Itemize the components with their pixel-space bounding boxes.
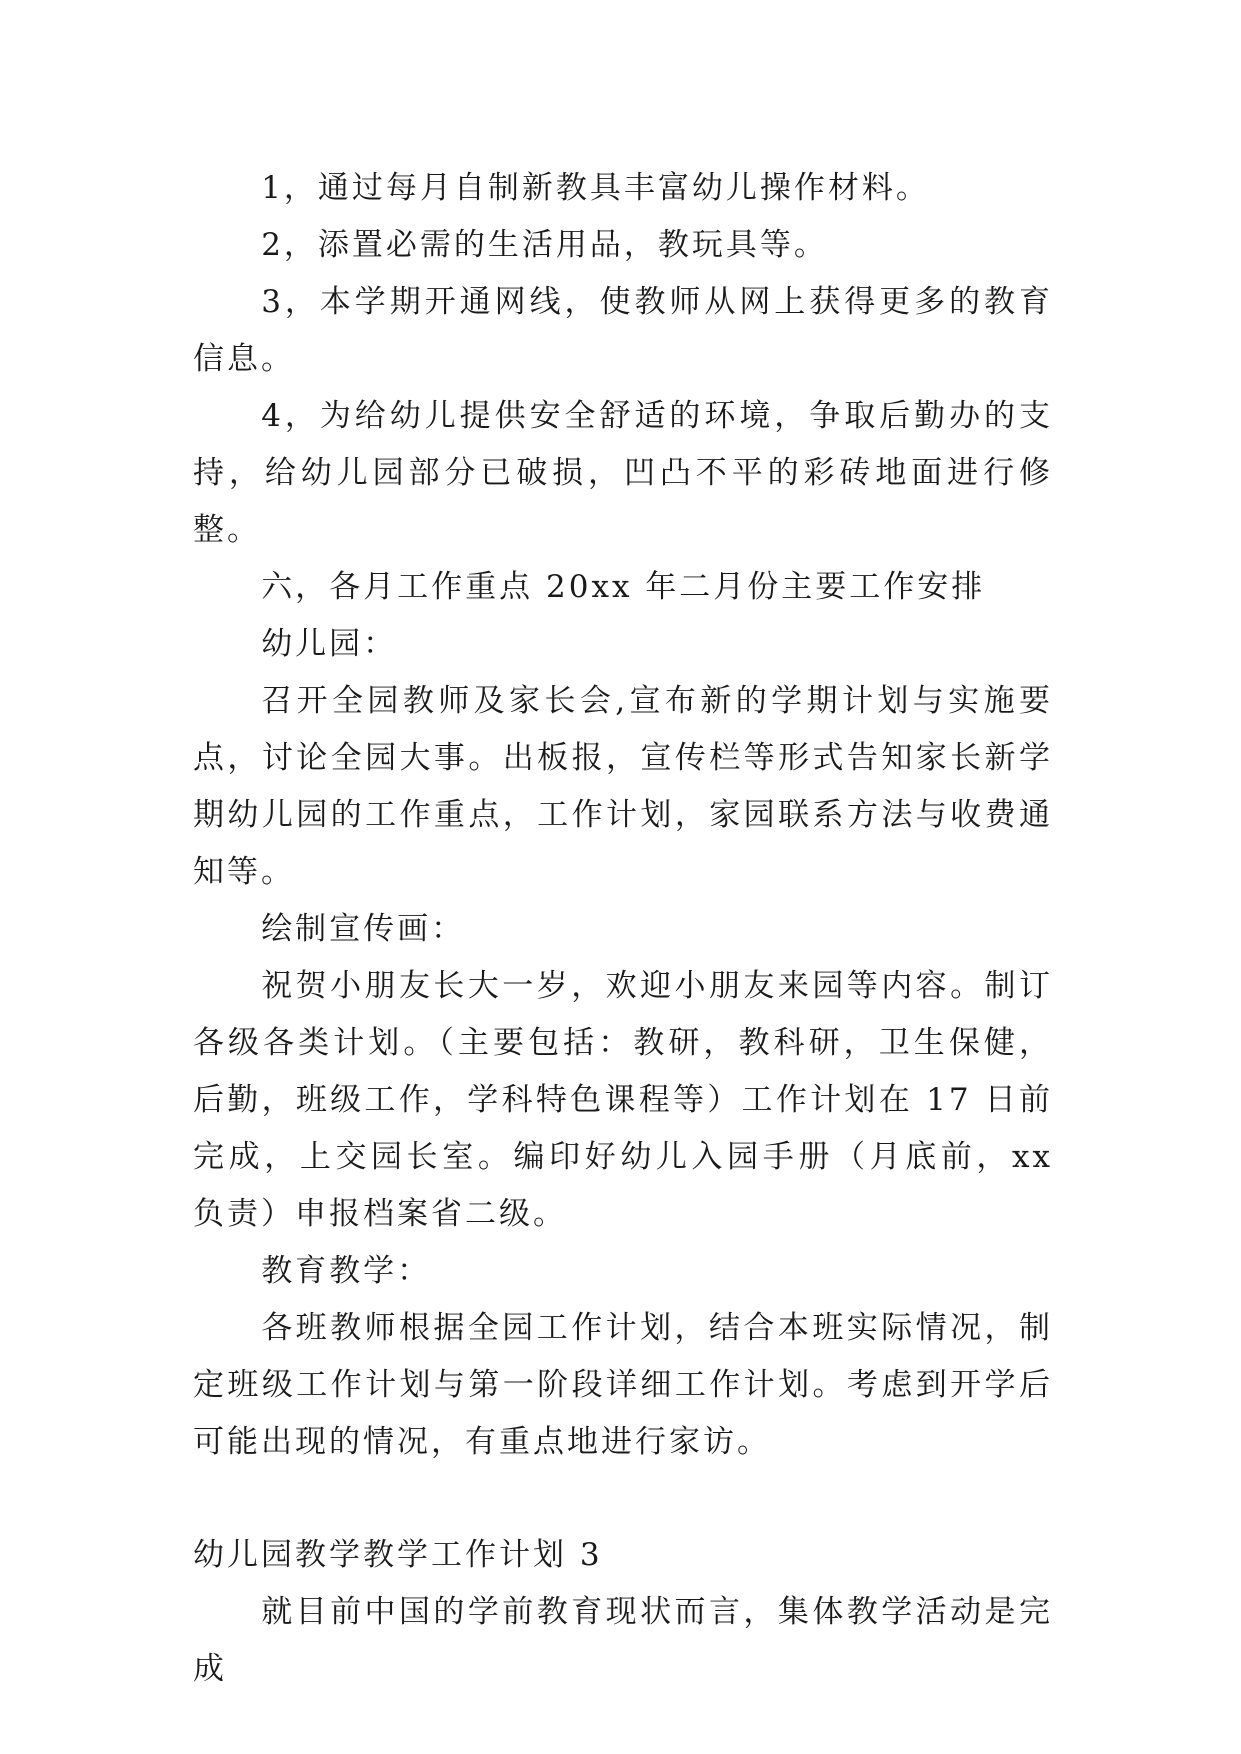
paragraph-item-1: 1，通过每月自制新教具丰富幼儿操作材料。: [261, 170, 930, 206]
section-heading: 幼儿园教学教学工作计划 3: [193, 1537, 603, 1573]
paragraph-class-plans: 各班教师根据全园工作计划，结合本班实际情况，制定班级工作计划与第一阶段详细工作计划。考虑到开学后可能出现的情况，有重点地进行家访。: [193, 1310, 1053, 1460]
document-body: [193, 160, 1053, 1698]
paragraph-item-2: 2，添置必需的生活用品，教玩具等。: [261, 227, 828, 263]
paragraph-item-4: 4，为给幼儿提供安全舒适的环境，争取后勤办的支持，给幼儿园部分已破损，凹凸不平的彩砖地面进行修整。: [193, 398, 1053, 548]
paragraph-plans: 祝贺小朋友长大一岁，欢迎小朋友来园等内容。制订各级各类计划。（主要包括：教研，教科研，卫生保健，后勤，班级工作，学科特色课程等）工作计划在 17 日前完成，上交园长室。编印好幼儿入园手册（月底前，xx 负责）申报档案省二级。: [193, 968, 1053, 1232]
paragraph-intro: 就目前中国的学前教育现状而言，集体教学活动是完成: [193, 1594, 1053, 1687]
label-kindergarten: 幼儿园：: [261, 626, 398, 662]
paragraph-item-3: 3，本学期开通网线，使教师从网上获得更多的教育信息。: [193, 284, 1053, 377]
label-education-teaching: 教育教学：: [261, 1253, 432, 1289]
label-poster-drawing: 绘制宣传画：: [261, 911, 466, 947]
section-six-title: 六，各月工作重点 20xx 年二月份主要工作安排: [261, 569, 986, 605]
paragraph-kindergarten-meeting: 召开全园教师及家长会,宣布新的学期计划与实施要点，讨论全园大事。出板报，宣传栏等形式告知家长新学期幼儿园的工作重点，工作计划，家园联系方法与收费通知等。: [193, 683, 1053, 890]
